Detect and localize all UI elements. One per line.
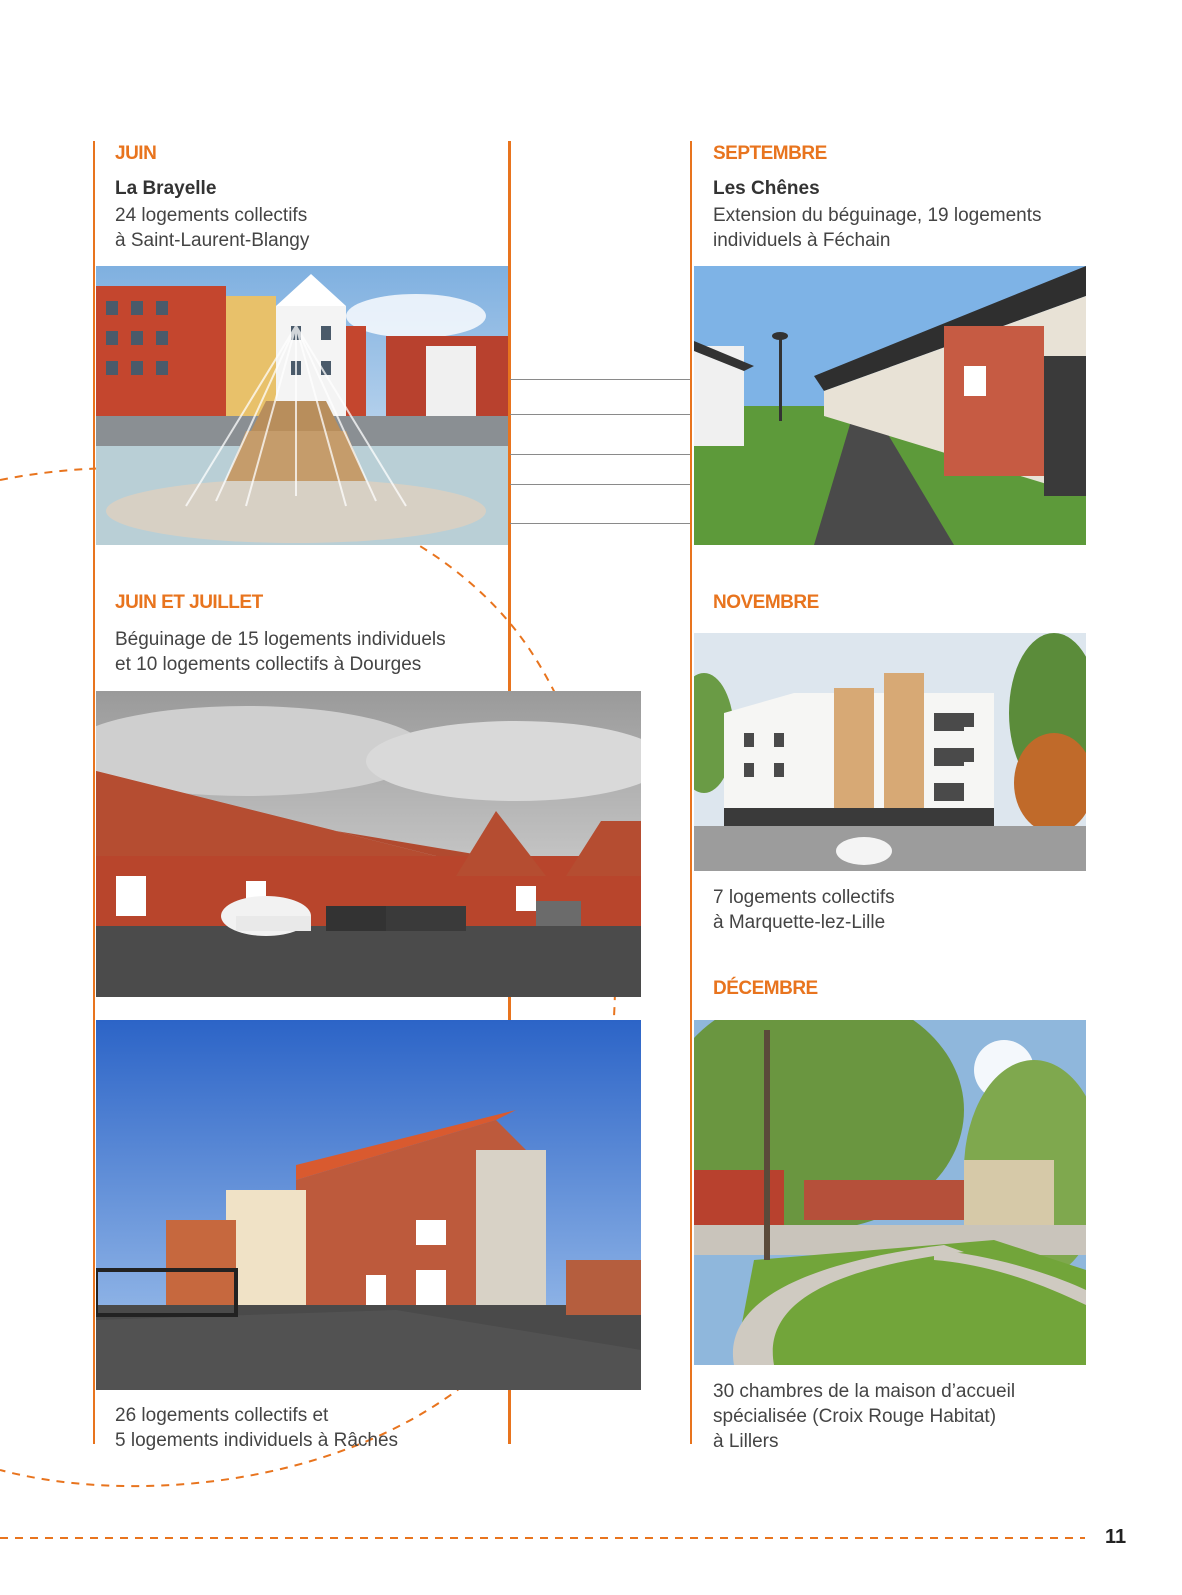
description-line: et 10 logements collectifs à Dourges	[115, 654, 422, 675]
month-label-juin-et-juillet: JUIN ET JUILLET	[115, 592, 263, 613]
description-line: individuels à Féchain	[713, 230, 891, 251]
photo-lillers-maison-accueil	[694, 1020, 1086, 1365]
project-description-septembre	[713, 203, 1042, 253]
description-line: 5 logements individuels à Râches	[115, 1430, 399, 1451]
description-line: à Marquette-lez-Lille	[713, 912, 886, 933]
description-line: 7 logements collectifs	[713, 887, 895, 908]
photo-la-brayelle-fountain	[96, 266, 508, 545]
photo-raches-logements	[96, 1020, 641, 1390]
description-line: 26 logements collectifs et	[115, 1405, 329, 1426]
description-line: Béguinage de 15 logements individuels	[115, 629, 446, 650]
photo-les-chenes-beguinage	[694, 266, 1086, 545]
photo-dourges-beguinage	[96, 691, 641, 997]
month-label-novembre: NOVEMBRE	[713, 592, 819, 613]
page-number: 11	[1105, 1526, 1127, 1548]
description-line: 30 chambres de la maison d’accueil	[713, 1381, 1016, 1402]
right-timeline-rule	[690, 141, 692, 1444]
left-timeline-rule	[93, 141, 95, 1444]
connector-line	[510, 414, 690, 415]
month-label-decembre: DÉCEMBRE	[713, 978, 818, 999]
description-line: à Lillers	[713, 1431, 779, 1452]
connector-line	[510, 379, 690, 380]
project-description-novembre	[713, 885, 895, 935]
project-title-les-chenes: Les Chênes	[713, 178, 820, 199]
connector-line	[510, 484, 690, 485]
description-line: spécialisée (Croix Rouge Habitat)	[713, 1406, 997, 1427]
photo-marquette-lez-lille	[694, 633, 1086, 871]
description-line: à Saint-Laurent-Blangy	[115, 230, 310, 251]
project-description-juin-et-juillet	[115, 627, 446, 677]
connector-line	[510, 523, 690, 524]
month-label-juin: JUIN	[115, 143, 157, 164]
project-description-decembre	[713, 1379, 1015, 1454]
description-line: Extension du béguinage, 19 logements	[713, 205, 1042, 226]
project-title-la-brayelle: La Brayelle	[115, 178, 217, 199]
description-line: 24 logements collectifs	[115, 205, 308, 226]
connector-line	[510, 454, 690, 455]
project-description-raches	[115, 1403, 398, 1453]
month-label-septembre: SEPTEMBRE	[713, 143, 827, 164]
project-description-juin	[115, 203, 309, 253]
